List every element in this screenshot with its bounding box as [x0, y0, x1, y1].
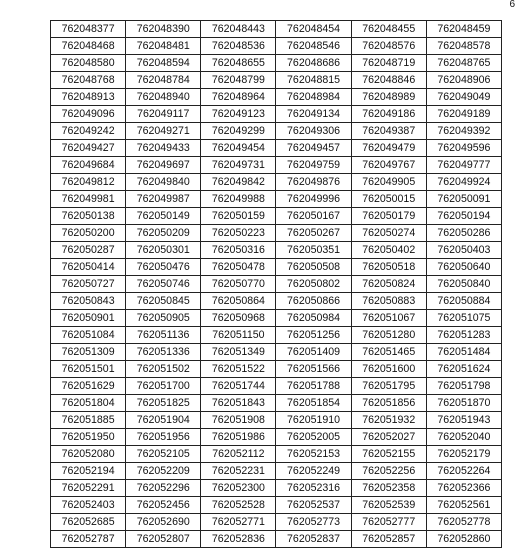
table-row	[51, 259, 502, 276]
table-cell: 762049812	[51, 174, 126, 191]
table-row	[51, 276, 502, 293]
table-cell: 762052231	[201, 463, 276, 480]
table-cell: 762049684	[51, 157, 126, 174]
table-cell: 762050159	[201, 208, 276, 225]
table-cell: 762051885	[51, 412, 126, 429]
table-row	[51, 395, 502, 412]
table-cell: 762049840	[126, 174, 201, 191]
table-row	[51, 140, 502, 157]
table-cell: 762051309	[51, 344, 126, 361]
table-cell: 762052537	[276, 497, 351, 514]
table-cell: 762052209	[126, 463, 201, 480]
table-cell: 762052194	[51, 463, 126, 480]
table-cell: 762052857	[351, 531, 426, 548]
table-cell: 762048546	[276, 38, 351, 55]
table-cell: 762049905	[351, 174, 426, 191]
table-cell: 762052787	[51, 531, 126, 548]
table-cell: 762050901	[51, 310, 126, 327]
table-cell: 762050518	[351, 259, 426, 276]
table-cell: 762051870	[426, 395, 501, 412]
table-cell: 762050476	[126, 259, 201, 276]
table-cell: 762051932	[351, 412, 426, 429]
number-table	[50, 20, 502, 548]
table-cell: 762048913	[51, 89, 126, 106]
table-cell: 762049596	[426, 140, 501, 157]
table-cell: 762050840	[426, 276, 501, 293]
table-cell: 762051624	[426, 361, 501, 378]
table-cell: 762051629	[51, 378, 126, 395]
table-cell: 762052771	[201, 514, 276, 531]
table-cell: 762049924	[426, 174, 501, 191]
table-cell: 762050884	[426, 293, 501, 310]
table-cell: 762048377	[51, 21, 126, 38]
table-row	[51, 310, 502, 327]
table-row	[51, 514, 502, 531]
table-row	[51, 429, 502, 446]
table-cell: 762052807	[126, 531, 201, 548]
table-cell: 762049454	[201, 140, 276, 157]
table-cell: 762050845	[126, 293, 201, 310]
table-cell: 762048989	[351, 89, 426, 106]
table-cell: 762052296	[126, 480, 201, 497]
table-cell: 762052256	[351, 463, 426, 480]
table-cell: 762049271	[126, 123, 201, 140]
table-cell: 762051854	[276, 395, 351, 412]
table-cell: 762049987	[126, 191, 201, 208]
table-cell: 762050138	[51, 208, 126, 225]
table-cell: 762050179	[351, 208, 426, 225]
table-cell: 762048455	[351, 21, 426, 38]
table-cell: 762050209	[126, 225, 201, 242]
table-cell: 762051136	[126, 327, 201, 344]
table-cell: 762052528	[201, 497, 276, 514]
table-cell: 762049433	[126, 140, 201, 157]
table-cell: 762051744	[201, 378, 276, 395]
table-cell: 762051825	[126, 395, 201, 412]
table-cell: 762051336	[126, 344, 201, 361]
table-cell: 762048686	[276, 55, 351, 72]
table-cell: 762052777	[351, 514, 426, 531]
table-cell: 762052685	[51, 514, 126, 531]
table-cell: 762051910	[276, 412, 351, 429]
table-cell: 762051067	[351, 310, 426, 327]
table-cell: 762051856	[351, 395, 426, 412]
table-cell: 762050015	[351, 191, 426, 208]
table-row	[51, 89, 502, 106]
table-cell: 762051956	[126, 429, 201, 446]
table-cell: 762051700	[126, 378, 201, 395]
table-cell: 762050149	[126, 208, 201, 225]
table-row	[51, 327, 502, 344]
table-row	[51, 480, 502, 497]
table-cell: 762050968	[201, 310, 276, 327]
table-cell: 762049387	[351, 123, 426, 140]
table-cell: 762049189	[426, 106, 501, 123]
table-cell: 762051409	[276, 344, 351, 361]
table-cell: 762051908	[201, 412, 276, 429]
table-cell: 762048984	[276, 89, 351, 106]
table-cell: 762048454	[276, 21, 351, 38]
table-cell: 762048578	[426, 38, 501, 55]
table-row	[51, 191, 502, 208]
table-cell: 762048443	[201, 21, 276, 38]
table-cell: 762048846	[351, 72, 426, 89]
table-cell: 762049306	[276, 123, 351, 140]
table-cell: 762051280	[351, 327, 426, 344]
table-row	[51, 361, 502, 378]
table-cell: 762049479	[351, 140, 426, 157]
table-cell: 762052080	[51, 446, 126, 463]
table-cell: 762050301	[126, 242, 201, 259]
table-cell: 762051950	[51, 429, 126, 446]
table-cell: 762050286	[426, 225, 501, 242]
table-cell: 762052561	[426, 497, 501, 514]
table-cell: 762048815	[276, 72, 351, 89]
table-cell: 762052005	[276, 429, 351, 446]
table-cell: 762052040	[426, 429, 501, 446]
table-cell: 762049123	[201, 106, 276, 123]
table-cell: 762050802	[276, 276, 351, 293]
table-cell: 762052773	[276, 514, 351, 531]
table-cell: 762052155	[351, 446, 426, 463]
table-cell: 762052291	[51, 480, 126, 497]
table-cell: 762049242	[51, 123, 126, 140]
table-row	[51, 463, 502, 480]
table-cell: 762048390	[126, 21, 201, 38]
table-cell: 762051075	[426, 310, 501, 327]
table-cell: 762050316	[201, 242, 276, 259]
table-cell: 762049427	[51, 140, 126, 157]
table-cell: 762052358	[351, 480, 426, 497]
table-row	[51, 21, 502, 38]
table-cell: 762048784	[126, 72, 201, 89]
table-cell: 762051804	[51, 395, 126, 412]
table-cell: 762050866	[276, 293, 351, 310]
table-row	[51, 378, 502, 395]
table-cell: 762051501	[51, 361, 126, 378]
table-row	[51, 497, 502, 514]
table-cell: 762050194	[426, 208, 501, 225]
table-cell: 762048765	[426, 55, 501, 72]
table-row	[51, 225, 502, 242]
table-cell: 762051798	[426, 378, 501, 395]
table-cell: 762052264	[426, 463, 501, 480]
table-cell: 762049842	[201, 174, 276, 191]
table-row	[51, 174, 502, 191]
table-cell: 762052690	[126, 514, 201, 531]
table-row	[51, 55, 502, 72]
table-cell: 762051600	[351, 361, 426, 378]
table-cell: 762049988	[201, 191, 276, 208]
table-cell: 762048536	[201, 38, 276, 55]
table-cell: 762048468	[51, 38, 126, 55]
table-cell: 762052366	[426, 480, 501, 497]
table-cell: 762048481	[126, 38, 201, 55]
table-cell: 762048459	[426, 21, 501, 38]
table-cell: 762049299	[201, 123, 276, 140]
table-cell: 762052778	[426, 514, 501, 531]
table-cell: 762048964	[201, 89, 276, 106]
table-cell: 762048799	[201, 72, 276, 89]
table-cell: 762049876	[276, 174, 351, 191]
table-row	[51, 446, 502, 463]
table-cell: 762050403	[426, 242, 501, 259]
table-cell: 762049981	[51, 191, 126, 208]
table-cell: 762051566	[276, 361, 351, 378]
table-cell: 762051795	[351, 378, 426, 395]
table-cell: 762050414	[51, 259, 126, 276]
table-cell: 762048594	[126, 55, 201, 72]
table-cell: 762052300	[201, 480, 276, 497]
table-cell: 762052105	[126, 446, 201, 463]
table-cell: 762051943	[426, 412, 501, 429]
table-body	[51, 21, 502, 548]
table-cell: 762048940	[126, 89, 201, 106]
table-cell: 762049759	[276, 157, 351, 174]
table-cell: 762048906	[426, 72, 501, 89]
table-cell: 762052456	[126, 497, 201, 514]
table-cell: 762051986	[201, 429, 276, 446]
table-cell: 762051349	[201, 344, 276, 361]
table-cell: 762050883	[351, 293, 426, 310]
table-cell: 762048576	[351, 38, 426, 55]
table-cell: 762050274	[351, 225, 426, 242]
table-cell: 762051150	[201, 327, 276, 344]
table-cell: 762050267	[276, 225, 351, 242]
table-cell: 762052403	[51, 497, 126, 514]
table-cell: 762050746	[126, 276, 201, 293]
table-cell: 762051843	[201, 395, 276, 412]
table-cell: 762051484	[426, 344, 501, 361]
table-row	[51, 38, 502, 55]
table-cell: 762049457	[276, 140, 351, 157]
table-cell: 762052179	[426, 446, 501, 463]
table-cell: 762049731	[201, 157, 276, 174]
table-cell: 762052316	[276, 480, 351, 497]
table-cell: 762052249	[276, 463, 351, 480]
table-cell: 762049049	[426, 89, 501, 106]
table-cell: 762050402	[351, 242, 426, 259]
table-cell: 762051465	[351, 344, 426, 361]
table-cell: 762050351	[276, 242, 351, 259]
table-cell: 762048655	[201, 55, 276, 72]
table-cell: 762051788	[276, 378, 351, 395]
table-row	[51, 344, 502, 361]
table-cell: 762050864	[201, 293, 276, 310]
table-cell: 762052112	[201, 446, 276, 463]
table-row	[51, 412, 502, 429]
table-cell: 762049767	[351, 157, 426, 174]
table-cell: 762048768	[51, 72, 126, 89]
table-cell: 762049134	[276, 106, 351, 123]
table-cell: 762050984	[276, 310, 351, 327]
table-row	[51, 123, 502, 140]
table-row	[51, 157, 502, 174]
table-cell: 762052153	[276, 446, 351, 463]
table-cell: 762049777	[426, 157, 501, 174]
table-cell: 762050091	[426, 191, 501, 208]
table-cell: 762051256	[276, 327, 351, 344]
table-cell: 762050770	[201, 276, 276, 293]
table-cell: 762050478	[201, 259, 276, 276]
table-cell: 762050640	[426, 259, 501, 276]
table-cell: 762048580	[51, 55, 126, 72]
table-cell: 762050843	[51, 293, 126, 310]
table-row	[51, 208, 502, 225]
table-cell: 762051084	[51, 327, 126, 344]
table-row	[51, 242, 502, 259]
table-cell: 762052860	[426, 531, 501, 548]
table-row	[51, 106, 502, 123]
table-row	[51, 531, 502, 548]
table-cell: 762050287	[51, 242, 126, 259]
table-cell: 762051904	[126, 412, 201, 429]
table-cell: 762050167	[276, 208, 351, 225]
table-row	[51, 293, 502, 310]
table-cell: 762052836	[201, 531, 276, 548]
page-number: 6	[509, 0, 515, 10]
table-cell: 762052539	[351, 497, 426, 514]
table-row	[51, 72, 502, 89]
table-cell: 762050200	[51, 225, 126, 242]
table-cell: 762052027	[351, 429, 426, 446]
table-cell: 762049117	[126, 106, 201, 123]
table-cell: 762051283	[426, 327, 501, 344]
table-cell: 762050508	[276, 259, 351, 276]
table-cell: 762049697	[126, 157, 201, 174]
table-cell: 762052837	[276, 531, 351, 548]
table-cell: 762051502	[126, 361, 201, 378]
table-cell: 762049096	[51, 106, 126, 123]
table-cell: 762049996	[276, 191, 351, 208]
table-cell: 762050824	[351, 276, 426, 293]
table-cell: 762051522	[201, 361, 276, 378]
table-cell: 762049392	[426, 123, 501, 140]
table-cell: 762050223	[201, 225, 276, 242]
table-cell: 762050905	[126, 310, 201, 327]
table-cell: 762048719	[351, 55, 426, 72]
table-cell: 762050727	[51, 276, 126, 293]
table-cell: 762049186	[351, 106, 426, 123]
